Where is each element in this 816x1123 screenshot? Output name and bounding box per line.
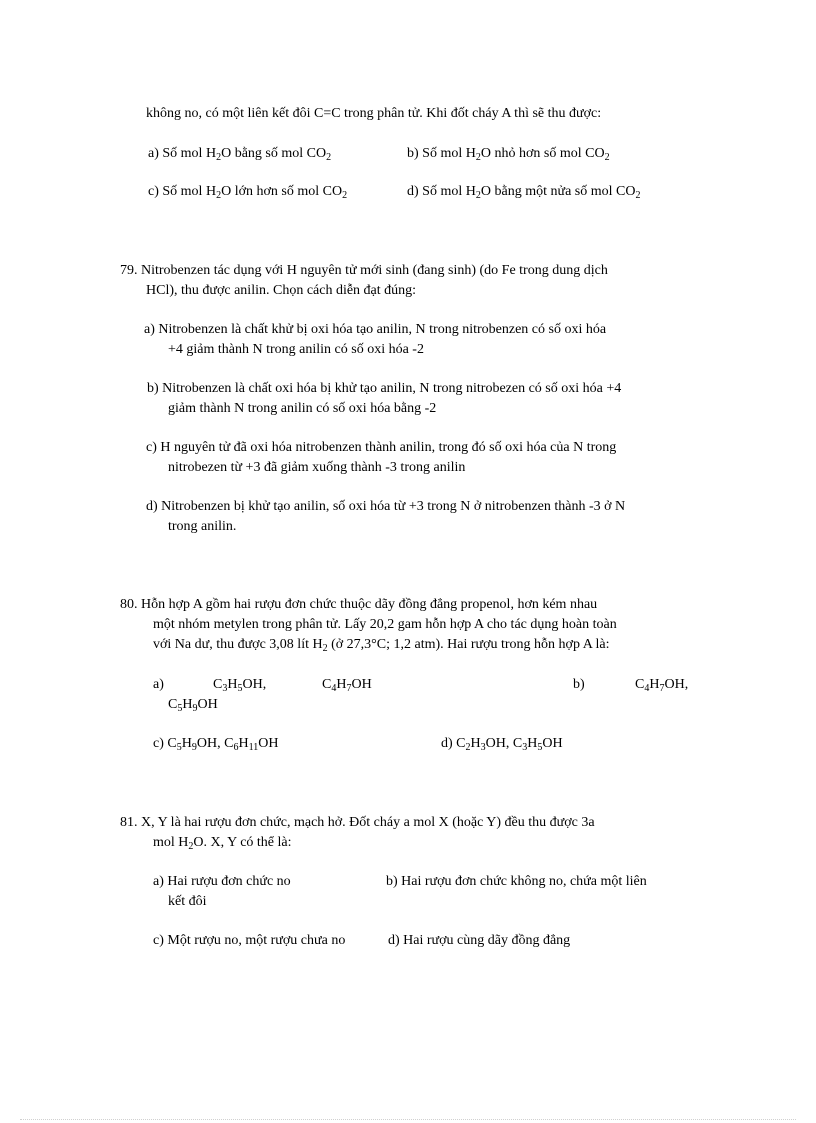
q79-option-d-line2: trong anilin. — [168, 519, 237, 534]
q79-option-c-line2: nitrobezen từ +3 đã giảm xuống thành -3 trong anilin — [168, 460, 466, 475]
page-bottom-rule — [20, 1119, 796, 1120]
q79-option-b-line2: giảm thành N trong anilin có số oxi hóa bằng -2 — [168, 401, 437, 416]
q80-option-b-formula1: $C_4H_7OH$, — [635, 677, 689, 694]
q80-option-a-formula1: $C_3H_5OH$, — [213, 677, 267, 694]
q80-option-b-formula2: $C_5H_9OH$ — [168, 697, 218, 714]
q80-option-d: d) $C_2H_3OH$, $C_3H_5OH$ — [441, 736, 563, 753]
q79-stem-line2: HCl), thu được anilin. Chọn cách diễn đạt đúng: — [146, 283, 417, 298]
q79-option-a-line2: +4 giảm thành N trong anilin có số oxi hóa -2 — [168, 342, 424, 357]
q81-stem-line2: mol $H_2O$. X, Y có thể là: — [153, 835, 292, 852]
q80-option-a-label: a) — [153, 677, 164, 692]
q78-stem-continuation: không no, có một liên kết đôi C=C trong phân tử. Khi đốt cháy A thì sẽ thu được: — [146, 106, 602, 121]
q79-option-b-line1: b) Nitrobenzen là chất oxi hóa bị khử tạo anilin, N trong nitrobezen có số oxi hóa +4 — [147, 381, 622, 396]
q79-option-c-line1: c) H nguyên tử đã oxi hóa nitrobenzen thành anilin, trong đó số oxi hóa của N trong — [146, 440, 617, 455]
q80-option-c: c) $C_5H_9OH$, $C_6H_{11}OH$ — [153, 736, 279, 753]
q78-option-d: d) Số mol $H_2O$ bằng một nửa số mol $CO_2$ — [407, 184, 641, 201]
q78-option-c: c) Số mol $H_2O$ lớn hơn số mol $CO_2$ — [148, 184, 348, 201]
q81-stem-line1: 81. X, Y là hai rượu đơn chức, mạch hở. Đốt cháy a mol X (hoặc Y) đều thu được 3a — [120, 815, 595, 830]
q81-option-c: c) Một rượu no, một rượu chưa no — [153, 933, 346, 948]
q80-stem-line2: một nhóm metylen trong phân tử. Lấy 20,2 gam hỗn hợp A cho tác dụng hoàn toàn — [153, 617, 617, 632]
q81-option-a: a) Hai rượu đơn chức no — [153, 874, 291, 889]
q80-option-a-formula2: $C_4H_7OH$ — [322, 677, 372, 694]
q78-option-a: a) Số mol $H_2O$ bằng số mol $CO_2$ — [148, 146, 332, 163]
q81-option-b-line1: b) Hai rượu đơn chức không no, chứa một liên — [386, 874, 647, 889]
q79-option-d-line1: d) Nitrobenzen bị khử tạo anilin, số oxi hóa từ +3 trong N ở nitrobenzen thành -3 ở N — [146, 499, 626, 514]
q79-option-a-line1: a) Nitrobenzen là chất khử bị oxi hóa tạo anilin, N trong nitrobenzen có số oxi hóa — [144, 322, 607, 337]
q79-stem-line1: 79. Nitrobenzen tác dụng với H nguyên tử mới sinh (đang sinh) (do Fe trong dung dịch — [120, 263, 608, 278]
q80-stem-line3: với Na dư, thu được 3,08 lít $H_2$ (ở 27,3°C; 1,2 atm). Hai rượu trong hỗn hợp A là: — [153, 637, 610, 654]
q80-stem-line1: 80. Hỗn hợp A gồm hai rượu đơn chức thuộc dãy đồng đẳng propenol, hơn kém nhau — [120, 597, 598, 612]
q81-option-d: d) Hai rượu cùng dãy đồng đẳng — [388, 933, 571, 948]
q78-option-b: b) Số mol $H_2O$ nhỏ hơn số mol $CO_2$ — [407, 146, 610, 163]
q80-option-b-label: b) — [573, 677, 585, 692]
q81-option-b-line2: kết đôi — [168, 894, 207, 909]
